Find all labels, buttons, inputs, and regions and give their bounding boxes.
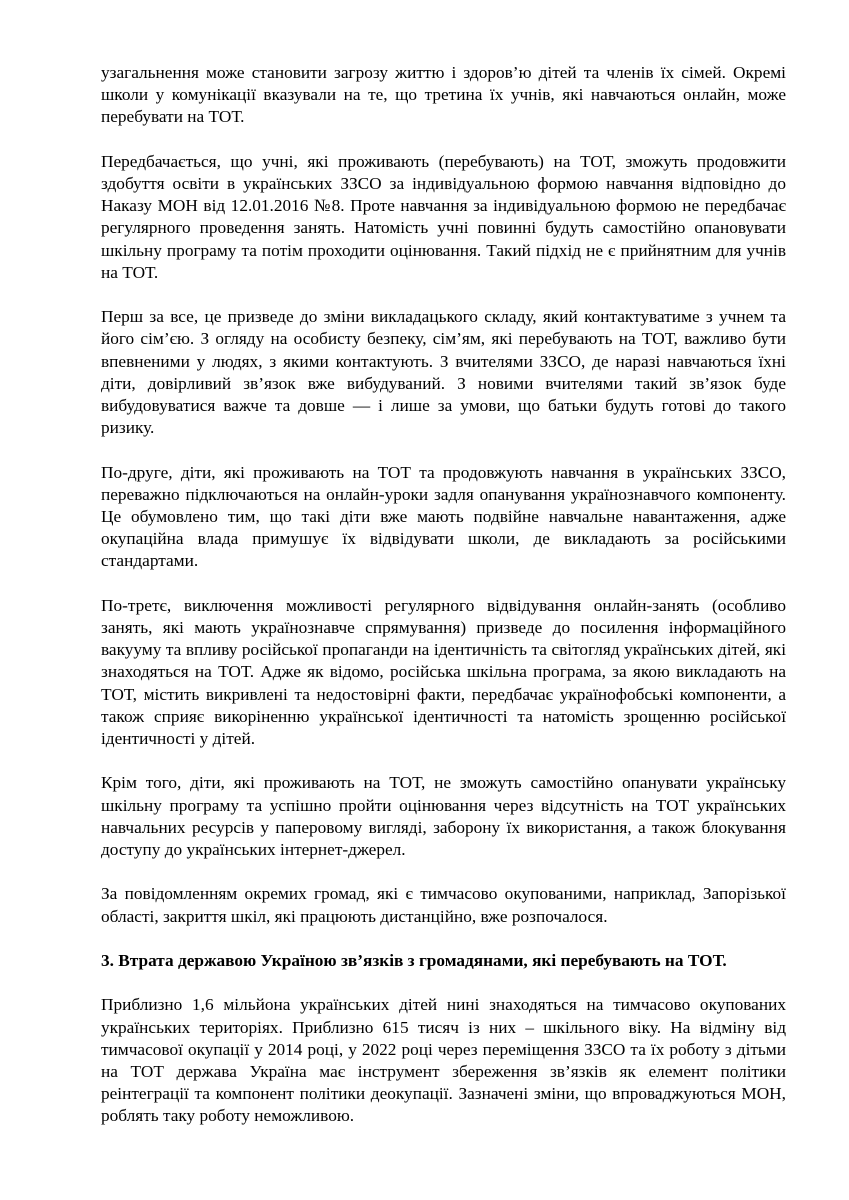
paragraph-individual-form: Передбачається, що учні, які проживають (перебувають) на ТОТ, зможуть продовжити здобуття освіти в українських ЗЗСО за індивідуальною формою навчання відповідно до Наказу МОН від 12.01.2016 №8. Проте навчання за індивідуальною формою не передбачає регулярного проведення занять. Натомість учні повинні будуть самостійно опановувати шкільну програму та потім проходити оцінювання. Такий підхід не є прийнятним для учнів на ТОТ.	[101, 151, 786, 282]
paragraph-second-reason: По-друге, діти, які проживають на ТОТ та продовжують навчання в українських ЗЗСО, переважно підключаються на онлайн-уроки задля опанування українознавчого компоненту. Це обумовлено тим, що такі діти вже мають подвійне навчальне навантаження, адже окупаційна влада примушує їх відвідувати школи, де викладають за російськими стандартами.	[101, 462, 786, 571]
document-page	[101, 62, 786, 1128]
section-heading: 3. Втрата державою Україною зв’язків з громадянами, які перебувають на ТОТ.	[101, 951, 727, 971]
paragraph-children-statistics: Приблизно 1,6 мільйона українських дітей нині знаходяться на тимчасово окупованих українських територіях. Приблизно 615 тисяч із них – шкільного віку. На відміну від тимчасової окупації у 2014 році, у 2022 році через переміщення ЗЗСО та їх роботу з дітьми на ТОТ держава Україна має інструмент збереження зв’язків як елемент політики реінтеграції та компонент політики деокупації. Зазначені зміни, що впроваджуються МОН, роблять таку роботу неможливою.	[101, 995, 786, 1126]
paragraph-third-reason: По-третє, виключення можливості регулярного відвідування онлайн-занять (особливо занять, які мають українознавче спрямування) призведе до посилення інформаційного вакууму та впливу російської пропаганди на ідентичність та світогляд українських дітей, які знаходяться на ТОТ. Адже як відомо, російська шкільна програма, за якою викладають на ТОТ, містить викривлені та недостовірні факти, передбачає українофобські компоненти, а також сприяє викоріненню української ідентичності та натомість зрощенню російської ідентичності у дітей.	[101, 595, 786, 749]
paragraph-first-reason: Перш за все, це призведе до зміни викладацького складу, який контактуватиме з учнем та його сім’єю. З огляду на особисту безпеку, сім’ям, які перебувають на ТОТ, важливо бути впевненими у людях, з якими контактують. З вчителями ЗЗСО, де наразі навчаються їхні діти, довірливий зв’язок вже вибудуваний. З новими вчителями такий зв’язок буде вибудовуватися важче та довше — і лише за умови, що батьки будуть готові до такого ризику.	[101, 307, 786, 438]
paragraph-threat-continuation: узагальнення може становити загрозу життю і здоров’ю дітей та членів їх сімей. Окремі школи у комунікації вказували на те, що третина їх учнів, які навчаються онлайн, може перебувати на ТОТ.	[101, 63, 786, 127]
paragraph-communities-report: За повідомленням окремих громад, які є тимчасово окупованими, наприклад, Запорізької області, закриття шкіл, які працюють дистанційно, вже розпочалося.	[101, 884, 786, 926]
paragraph-additional-reason: Крім того, діти, які проживають на ТОТ, не зможуть самостійно опанувати українську шкільну програму та успішно пройти оцінювання через відсутність на ТОТ українських навчальних ресурсів у паперовому вигляді, заборону їх використання, а також блокування доступу до українських інтернет-джерел.	[101, 773, 786, 860]
